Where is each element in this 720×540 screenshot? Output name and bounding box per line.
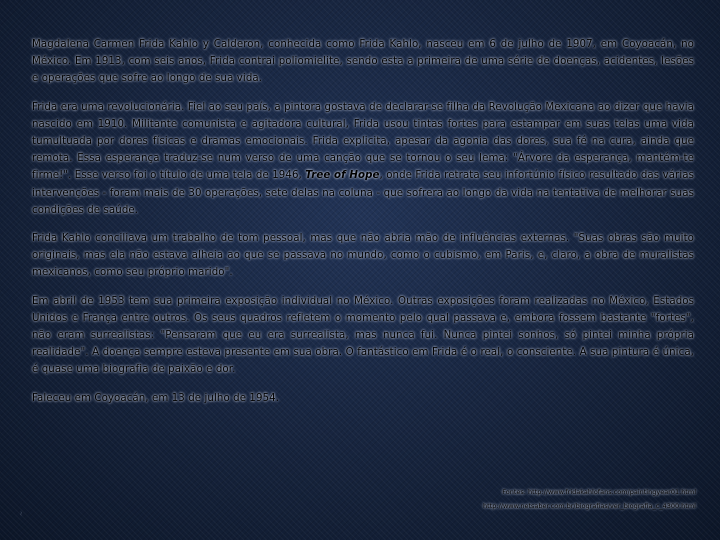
source-line-2: http://www.netsaber.com.br/biografias/ver_biografia_c_4300.html (483, 501, 696, 510)
paragraph-revolutionary-text-end: , onde Frida retrata seu infortúnio físico resultado das várias intervenções - foram mais de 30 operações, sete delas na coluna - que sofrera ao longo da vida na tentativa de melhorar suas condições de saúde. (32, 170, 695, 216)
body-text (32, 36, 694, 418)
sources (356, 486, 696, 513)
signature-mark: ~ (18, 510, 25, 516)
source-line-1: Fontes: http://www.fridakahlofans.com/paintingyear01.html (502, 488, 696, 496)
paragraph-revolutionary (32, 99, 694, 219)
paragraph-death: Faleceu em Coyoacán, em 13 de julho de 1954. (32, 392, 280, 404)
paragraph-birth: Magdalena Carmen Frida Kahlo y Calderon, conhecida como Frida Kahlo, nasceu em 6 de julho de 1907, em Coyoacán, no México. Em 1913, com seis anos, Frida contrai poliomielite, sendo esta a primeira de uma série de doenças, acidentes, lesões e operações que sofre ao longo de sua vida. (32, 39, 694, 85)
paragraph-exhibition: Em abril de 1953 tem sua primeira exposição individual no México. Outras exposições foram realizadas no México, Estados Unidos e França entre outros. Os seus quadros refletem o momento pelo qual passava e, embora fossem bastante "fortes", não eram surrealistas: "Pensaram que eu era surrealista, mas nunca fui. Nunca pintei sonhos, só pintei minha própria realidade". A doença sempre esteva presente em sua obra. O fantástico em Frida é o real, o consciente. A sua pintura é única, é quase uma biografia de paixão e dor. (32, 295, 694, 376)
paragraph-influences: Frida Kahlo conciliava um trabalho de tom pessoal, mas que não abria mão de influências externas. "Suas obras são muito originais, mas ela não estava alheia ao que se passava no mundo, como o cubismo, em Paris, e, claro, a obra de muralistas mexicanos, como seu próprio marido". (32, 233, 694, 279)
paragraph-revolutionary-text: Frida era uma revolucionária. Fiel ao seu país, a pintora gostava de declarar-se filha da Revolução Mexicana ao dizer que havia nascido em 1910. Militante comunista e agitadora cultural, Frida usou tintas fortes para estampar em suas telas uma vida tumultuada por dores físicas e dramas emocionais. Frida explicita, apesar da agonia das dores, sua fé na cura, ainda que remota. Essa esperança traduz-se num verso de uma canção que se tornou o seu lema: "Árvore da esperança, mantém-te firme!". Esse verso foi o título de uma tela de 1946, (32, 101, 694, 182)
painting-title: Tree of Hope (305, 170, 380, 182)
